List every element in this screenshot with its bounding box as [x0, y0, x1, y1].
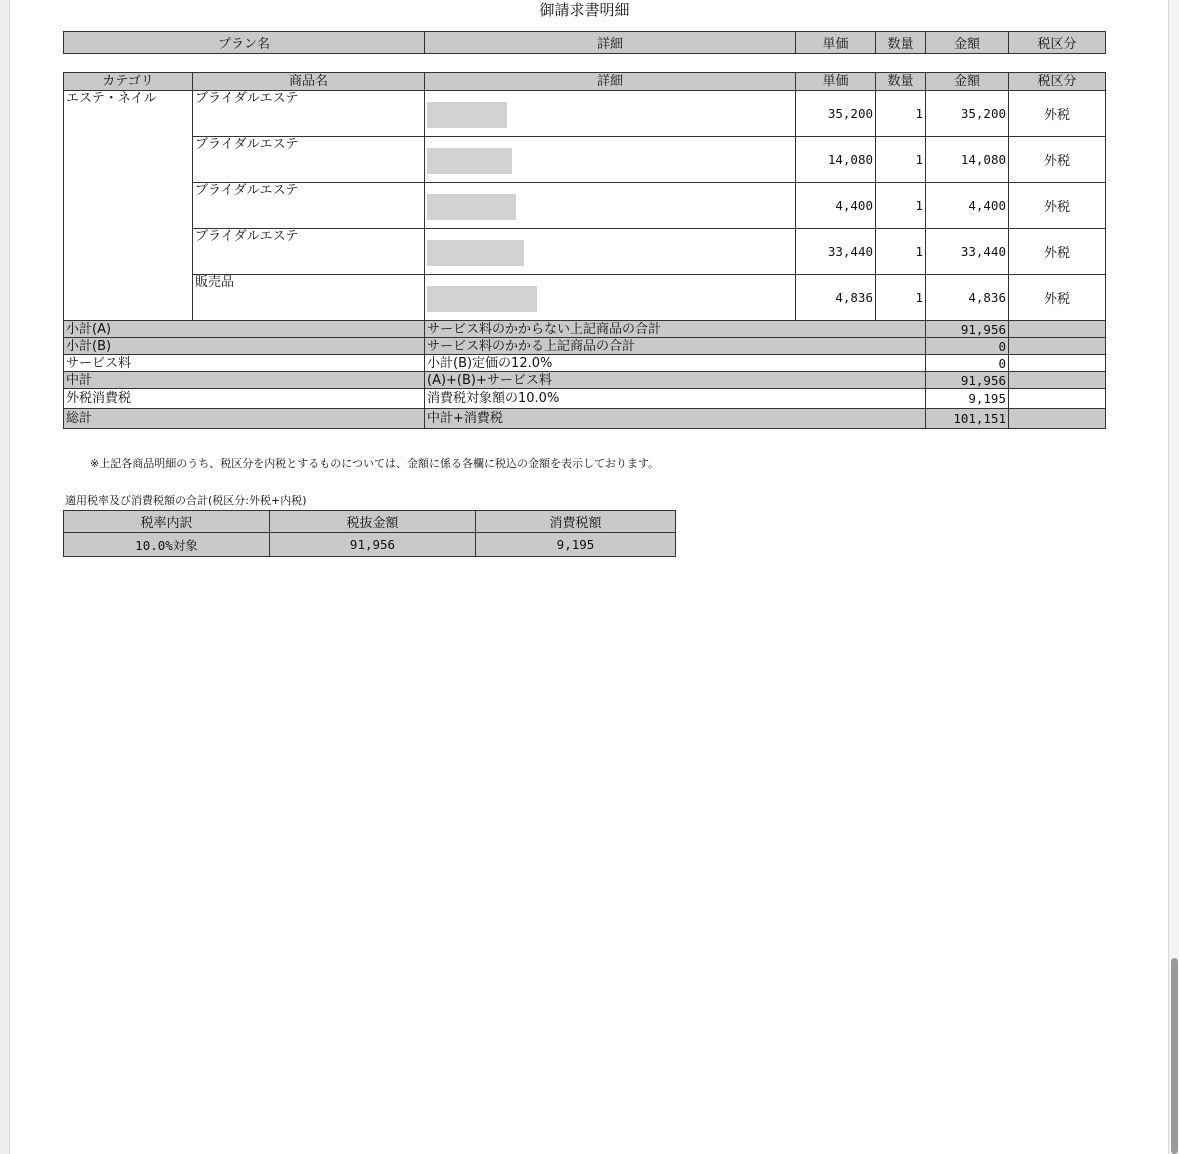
items-table — [63, 72, 1106, 429]
unit-price: 4,400 — [796, 183, 876, 229]
items-header-qty: 数量 — [876, 73, 926, 91]
summary-row-service-fee — [64, 355, 1106, 372]
plan-header-tax-type: 税区分 — [1009, 32, 1106, 54]
tax-summary-caption: 適用税率及び消費税額の合計(税区分:外税+内税) — [65, 494, 307, 507]
footnote: ※上記各商品明細のうち、税区分を内税とするものについては、金額に係る各欄に税込の金額を表示しております。 — [90, 457, 660, 470]
detail-cell — [425, 275, 796, 321]
amount: 4,836 — [926, 275, 1009, 321]
detail-cell — [425, 183, 796, 229]
table-row — [64, 91, 1106, 137]
items-header-unit-price: 単価 — [796, 73, 876, 91]
summary-blank — [1009, 338, 1106, 355]
amount: 14,080 — [926, 137, 1009, 183]
summary-blank — [1009, 372, 1106, 389]
detail-cell — [425, 137, 796, 183]
unit-price: 33,440 — [796, 229, 876, 275]
scrollbar-thumb[interactable] — [1171, 958, 1178, 1154]
detail-cell — [425, 229, 796, 275]
category-cell: エステ・ネイル — [64, 91, 193, 321]
summary-label: 中計 — [64, 372, 425, 389]
summary-row-subtotal-a — [64, 321, 1106, 338]
product-name: 販売品 — [193, 275, 425, 321]
product-name: ブライダルエステ — [193, 229, 425, 275]
summary-desc: (A)+(B)+サービス料 — [425, 372, 926, 389]
redacted-detail — [427, 102, 507, 128]
product-name: ブライダルエステ — [193, 183, 425, 229]
summary-label: サービス料 — [64, 355, 425, 372]
table-row — [64, 533, 676, 557]
vertical-scrollbar[interactable] — [1168, 0, 1179, 1154]
plan-header-plan-name: プラン名 — [64, 32, 425, 54]
tax-type: 外税 — [1009, 183, 1106, 229]
summary-amount: 0 — [926, 338, 1009, 355]
items-header-product-name: 商品名 — [193, 73, 425, 91]
quantity: 1 — [876, 183, 926, 229]
viewer-left-edge — [0, 0, 10, 1154]
summary-desc: 消費税対象額の10.0% — [425, 389, 926, 409]
document-title: 御請求書明細 — [539, 1, 630, 19]
tax-header-pre-tax: 税抜金額 — [270, 511, 476, 533]
quantity: 1 — [876, 275, 926, 321]
redacted-detail — [427, 148, 512, 174]
tax-header-tax: 消費税額 — [476, 511, 676, 533]
table-row — [64, 275, 1106, 321]
table-row — [64, 183, 1106, 229]
summary-label: 小計(A) — [64, 321, 425, 338]
plan-header-unit-price: 単価 — [796, 32, 876, 54]
summary-label: 総計 — [64, 409, 425, 429]
items-header-category: カテゴリ — [64, 73, 193, 91]
summary-desc: サービス料のかかる上記商品の合計 — [425, 338, 926, 355]
summary-row-midtotal — [64, 372, 1106, 389]
unit-price: 35,200 — [796, 91, 876, 137]
summary-desc: 中計+消費税 — [425, 409, 926, 429]
quantity: 1 — [876, 229, 926, 275]
tax-pre-tax-cell: 91,956 — [270, 533, 476, 557]
summary-desc: サービス料のかからない上記商品の合計 — [425, 321, 926, 338]
tax-type: 外税 — [1009, 91, 1106, 137]
table-row — [64, 229, 1106, 275]
quantity: 1 — [876, 91, 926, 137]
tax-type: 外税 — [1009, 137, 1106, 183]
summary-row-grand-total — [64, 409, 1106, 429]
product-name: ブライダルエステ — [193, 91, 425, 137]
tax-amount-cell: 9,195 — [476, 533, 676, 557]
items-header-tax-type: 税区分 — [1009, 73, 1106, 91]
tax-type: 外税 — [1009, 275, 1106, 321]
items-header-detail: 詳細 — [425, 73, 796, 91]
tax-type: 外税 — [1009, 229, 1106, 275]
summary-row-consumption-tax — [64, 389, 1106, 409]
summary-label: 小計(B) — [64, 338, 425, 355]
plan-header-amount: 金額 — [926, 32, 1009, 54]
amount: 35,200 — [926, 91, 1009, 137]
summary-amount: 101,151 — [926, 409, 1009, 429]
quantity: 1 — [876, 137, 926, 183]
summary-row-subtotal-b — [64, 338, 1106, 355]
unit-price: 14,080 — [796, 137, 876, 183]
plan-header-detail: 詳細 — [425, 32, 796, 54]
summary-label: 外税消費税 — [64, 389, 425, 409]
plan-header-qty: 数量 — [876, 32, 926, 54]
redacted-detail — [427, 240, 524, 266]
product-name: ブライダルエステ — [193, 137, 425, 183]
summary-amount: 91,956 — [926, 372, 1009, 389]
summary-amount: 0 — [926, 355, 1009, 372]
summary-desc: 小計(B)定価の12.0% — [425, 355, 926, 372]
redacted-detail — [427, 194, 516, 220]
summary-amount: 91,956 — [926, 321, 1009, 338]
summary-amount: 9,195 — [926, 389, 1009, 409]
unit-price: 4,836 — [796, 275, 876, 321]
amount: 4,400 — [926, 183, 1009, 229]
table-row — [64, 137, 1106, 183]
summary-blank — [1009, 389, 1106, 409]
summary-blank — [1009, 409, 1106, 429]
tax-rate-cell: 10.0%対象 — [64, 533, 270, 557]
detail-cell — [425, 91, 796, 137]
items-header-amount: 金額 — [926, 73, 1009, 91]
plan-table — [63, 31, 1106, 54]
summary-blank — [1009, 355, 1106, 372]
tax-summary-table — [63, 510, 676, 557]
amount: 33,440 — [926, 229, 1009, 275]
summary-blank — [1009, 321, 1106, 338]
tax-header-rate: 税率内訳 — [64, 511, 270, 533]
redacted-detail — [427, 286, 537, 312]
